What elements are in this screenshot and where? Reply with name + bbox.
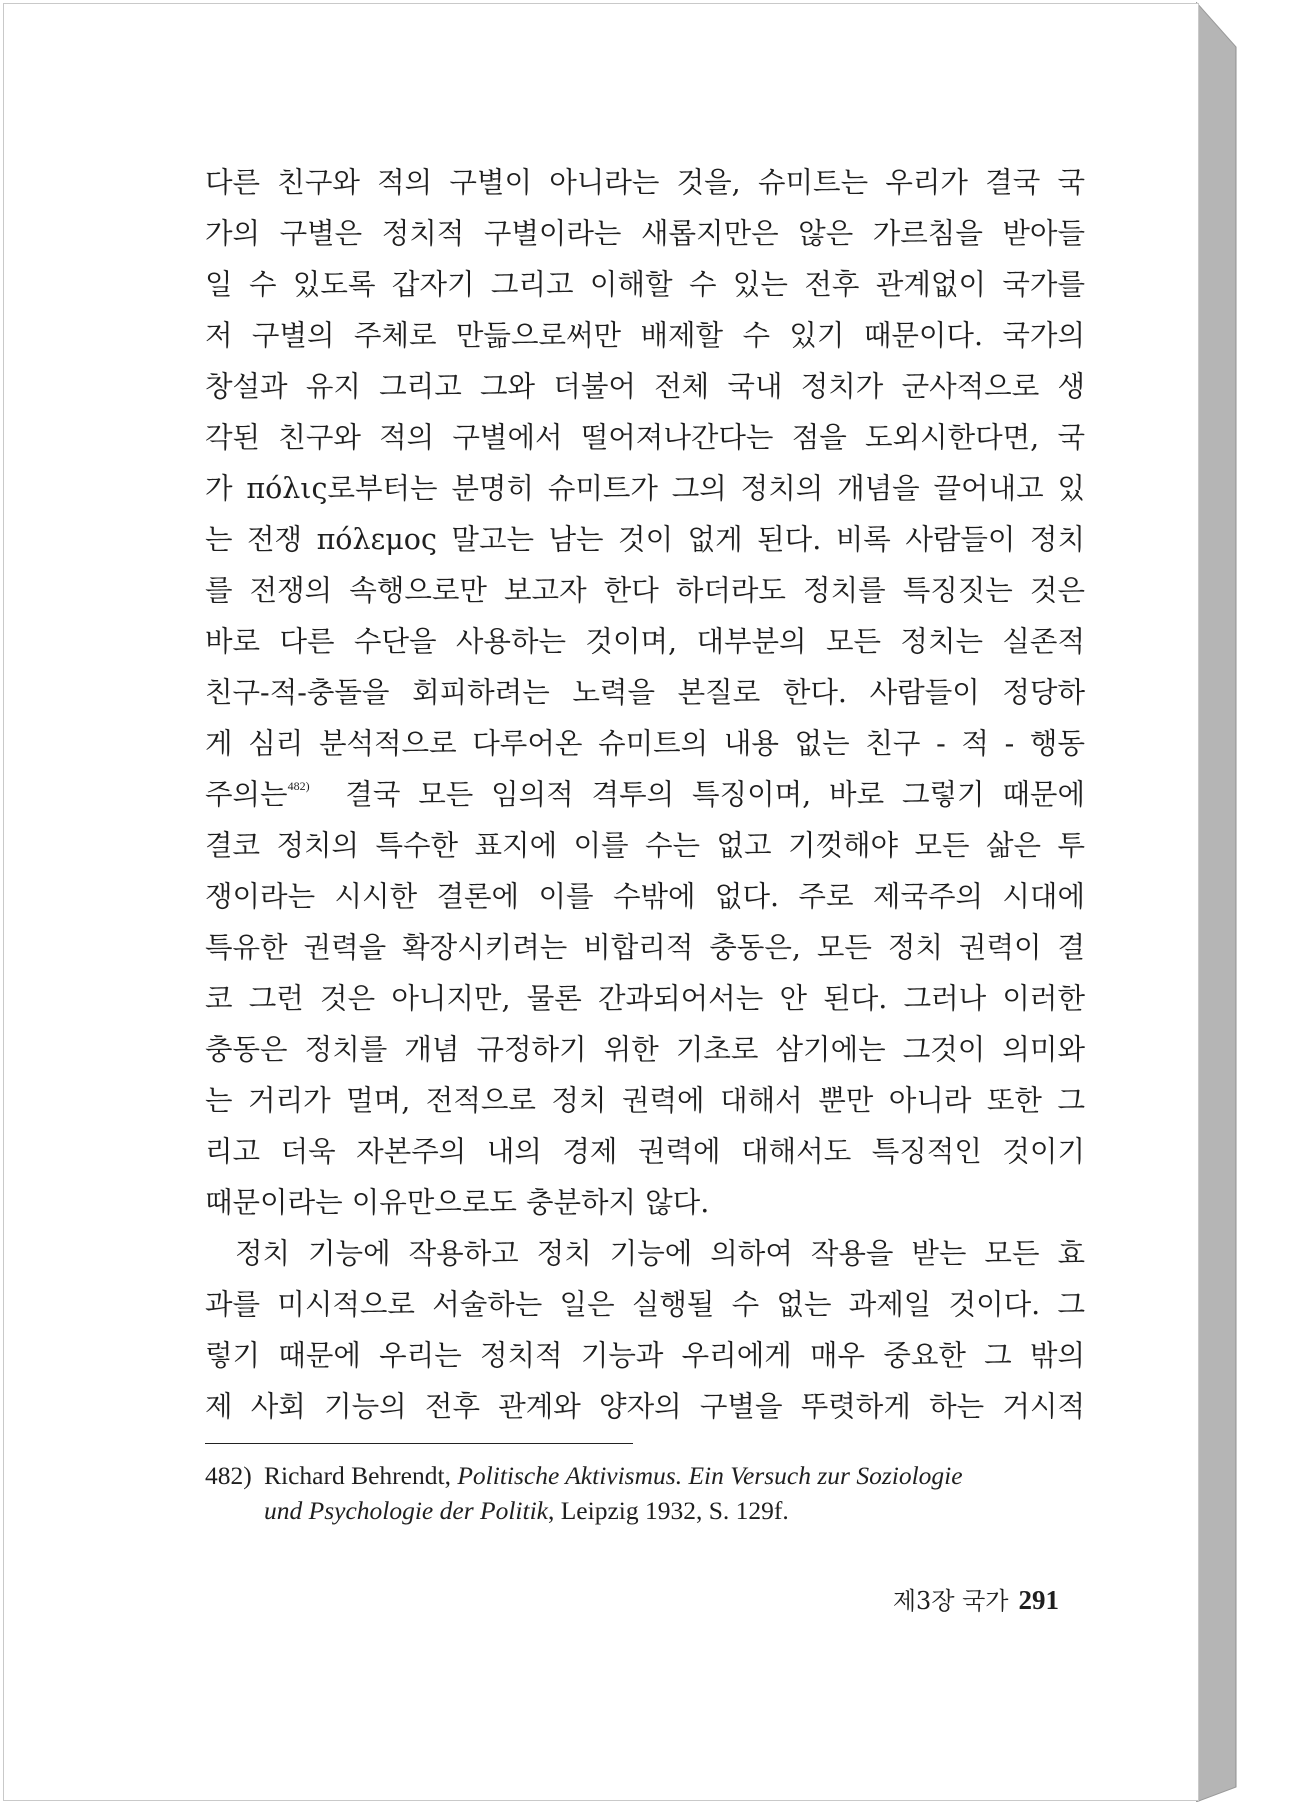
running-footer	[893, 1581, 1059, 1616]
text-line: 가 πόλις로부터는 분명히 슈미트가 그의 정치의 개념을 끌어내고 있	[205, 472, 1085, 505]
text-line: 친구-적-충돌을 회피하려는 노력을 본질로 한다. 사람들이 정당하	[205, 676, 1085, 709]
text-line: 바로 다른 수단을 사용하는 것이며, 대부분의 모든 정치는 실존적	[205, 625, 1085, 658]
text-line: 게 심리 분석적으로 다루어온 슈미트의 내용 없는 친구 - 적 - 행동	[205, 727, 1085, 760]
text-line: 결코 정치의 특수한 표지에 이를 수는 없고 기껏해야 모든 삶은 투	[205, 829, 1085, 862]
footnote-publication: , Leipzig 1932, S. 129f.	[547, 1496, 789, 1525]
footnote-title: Politische Aktivismus. Ein Versuch zur Soziologie	[457, 1461, 963, 1490]
text-line: 다른 친구와 적의 구별이 아니라는 것을, 슈미트는 우리가 결국 국	[205, 166, 1085, 199]
book-spine-edge	[1196, 2, 1266, 1802]
text-line: 는 거리가 멀며, 전적으로 정치 권력에 대해서 뿐만 아니라 또한 그	[205, 1084, 1085, 1117]
text-line: 렇기 때문에 우리는 정치적 기능과 우리에게 매우 중요한 그 밖의	[205, 1339, 1085, 1372]
text-line: 를 전쟁의 속행으로만 보고자 한다 하더라도 정치를 특징짓는 것은	[205, 574, 1085, 607]
text-line: 쟁이라는 시시한 결론에 이를 수밖에 없다. 주로 제국주의 시대에	[205, 880, 1085, 913]
text-fragment: 주의는	[205, 778, 288, 811]
chapter-label: 제3장 국가	[892, 1587, 1009, 1615]
footnote-line	[205, 1493, 1085, 1528]
text-line: 제 사회 기능의 전후 관계와 양자의 구별을 뚜렷하게 하는 거시적	[205, 1390, 1085, 1423]
text-line: 창설과 유지 그리고 그와 더불어 전체 국내 정치가 군사적으로 생	[205, 370, 1085, 403]
text-line: 일 수 있도록 갑자기 그리고 이해할 수 있는 전후 관계없이 국가를	[205, 268, 1085, 301]
text-line: 충동은 정치를 개념 규정하기 위한 기초로 삼기에는 그것이 의미와	[205, 1033, 1085, 1066]
footnote-author: Richard Behrendt,	[264, 1461, 458, 1490]
text-line: 특유한 권력을 확장시키려는 비합리적 충동은, 모든 정치 권력이 결	[205, 931, 1085, 964]
footnote-title: und Psychologie der Politik	[264, 1496, 548, 1525]
text-line: 각된 친구와 적의 구별에서 떨어져나간다는 점을 도외시한다면, 국	[205, 421, 1085, 454]
text-line-paragraph-start: 정치 기능에 작용하고 정치 기능에 의하여 작용을 받는 모든 효	[235, 1237, 1085, 1270]
footnote-divider	[205, 1443, 633, 1444]
footnote-reference: 482)	[287, 779, 310, 793]
page-number: 291	[1018, 1585, 1059, 1615]
text-line: 리고 더욱 자본주의 내의 경제 권력에 대해서도 특징적인 것이기	[205, 1135, 1085, 1168]
footnote-number: 482)	[205, 1461, 252, 1490]
footnote-line	[205, 1458, 1085, 1493]
text-line: 가의 구별은 정치적 구별이라는 새롭지만은 않은 가르침을 받아들	[205, 217, 1085, 250]
text-line: 저 구별의 주체로 만듦으로써만 배제할 수 있기 때문이다. 국가의	[205, 319, 1085, 352]
text-line-with-footnote	[205, 769, 1085, 820]
text-line: 코 그런 것은 아니지만, 물론 간과되어서는 안 된다. 그러나 이러한	[205, 982, 1085, 1015]
footnote	[205, 1458, 1085, 1528]
text-line: 때문이라는 이유만으로도 충분하지 않다.	[205, 1186, 710, 1219]
text-line: 과를 미시적으로 서술하는 일은 실행될 수 없는 과제일 것이다. 그	[205, 1288, 1085, 1321]
body-text	[205, 157, 1085, 1432]
text-line: 는 전쟁 πόλεμος 말고는 남는 것이 없게 된다. 비록 사람들이 정치	[205, 523, 1085, 556]
text-fragment: 결국 모든 임의적 격투의 특징이며, 바로 그렇기 때문에	[345, 778, 1085, 811]
